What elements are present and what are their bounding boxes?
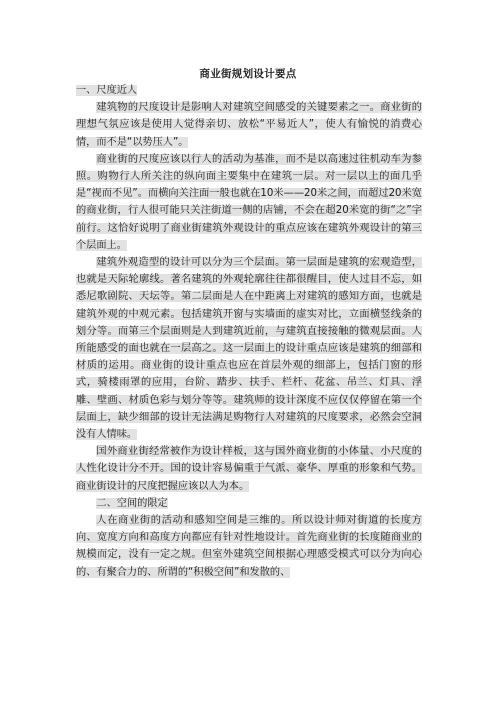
paragraph: 建筑物的尺度设计是影响人对建筑空间感受的关键要素之一。商业街的理想气氛应该是使用人觉得亲切、放松“平易近人”，使人有愉悦的消费心情，而不是“以势压人”。 (76, 102, 422, 148)
paragraph: 国外商业街经常被作为设计样板，这与国外商业街的小体量、小尺度的人性化设计分不开。国的设计容易偏重于气派、豪华、厚重的形象和气势。商业街设计的尺度把握应该以人为本。 (76, 446, 422, 492)
document-body (76, 82, 422, 581)
document-title: 商业街规划设计要点 (199, 68, 297, 80)
paragraph: 建筑外观造型的设计可以分为三个层面。第一层面是建筑的宏观造型，也就是天际轮廓线。著名建筑的外观轮廓往往都很醒目，使人过目不忘，如悉尼歌剧院、天坛等。第二层面是人在中距离上对建筑的感知方面，也就是建筑外观的中观元素。包括建筑开窗与实墙面的虚实对比，立面横竖线条的划分等。而第三个层面则是人到建筑近前，与建筑直接接触的微观层面。人所能感受的面也就在一层高之。这一层面上的设计重点应该是建筑的细部和材质的运用。商业街的设计重点也应在首层外观的细部上，包括门窗的形式，骑楼雨罩的应用，台阶、踏步、扶手、栏杆、花盆、吊兰、灯具、浮雕、壁画、材质色彩与划分等等。建筑师的设计深度不应仅仅停留在第一个层面上，缺少细部的设计无法满足购物行人对建筑的尺度要求，必然会空洞没有人情味。 (76, 257, 422, 441)
section-heading-scale: 一、尺度近人 (76, 85, 138, 96)
paragraph: 商业街的尺度应该以行人的活动为基准，而不是以高速过往机动车为参照。购物行人所关注的纵向面主要集中在建筑一层。对一层以上的面几乎是“视而不见”。而横向关注面一般也就在10米——20米之间，而超过20米宽的商业街，行人很可能只关注街道一侧的店铺，不会在超20米宽的街“之”字前行。这恰好说明了商业街建筑外观设计的重点应该在建筑外观设计的第三个层面上。 (76, 153, 422, 251)
section-heading-space: 二、空间的限定 (96, 497, 168, 509)
paragraph: 人在商业街的活动和感知空间是三维的。所以设计师对街道的长度方向、宽度方向和高度方向都应有针对性地设计。首先商业街的长度随商业的规模而定，没有一定之规。但室外建筑空间根据心理感受模式可以分为向心的、有聚合力的、所谓的“积极空间”和发散的、 (76, 515, 422, 578)
